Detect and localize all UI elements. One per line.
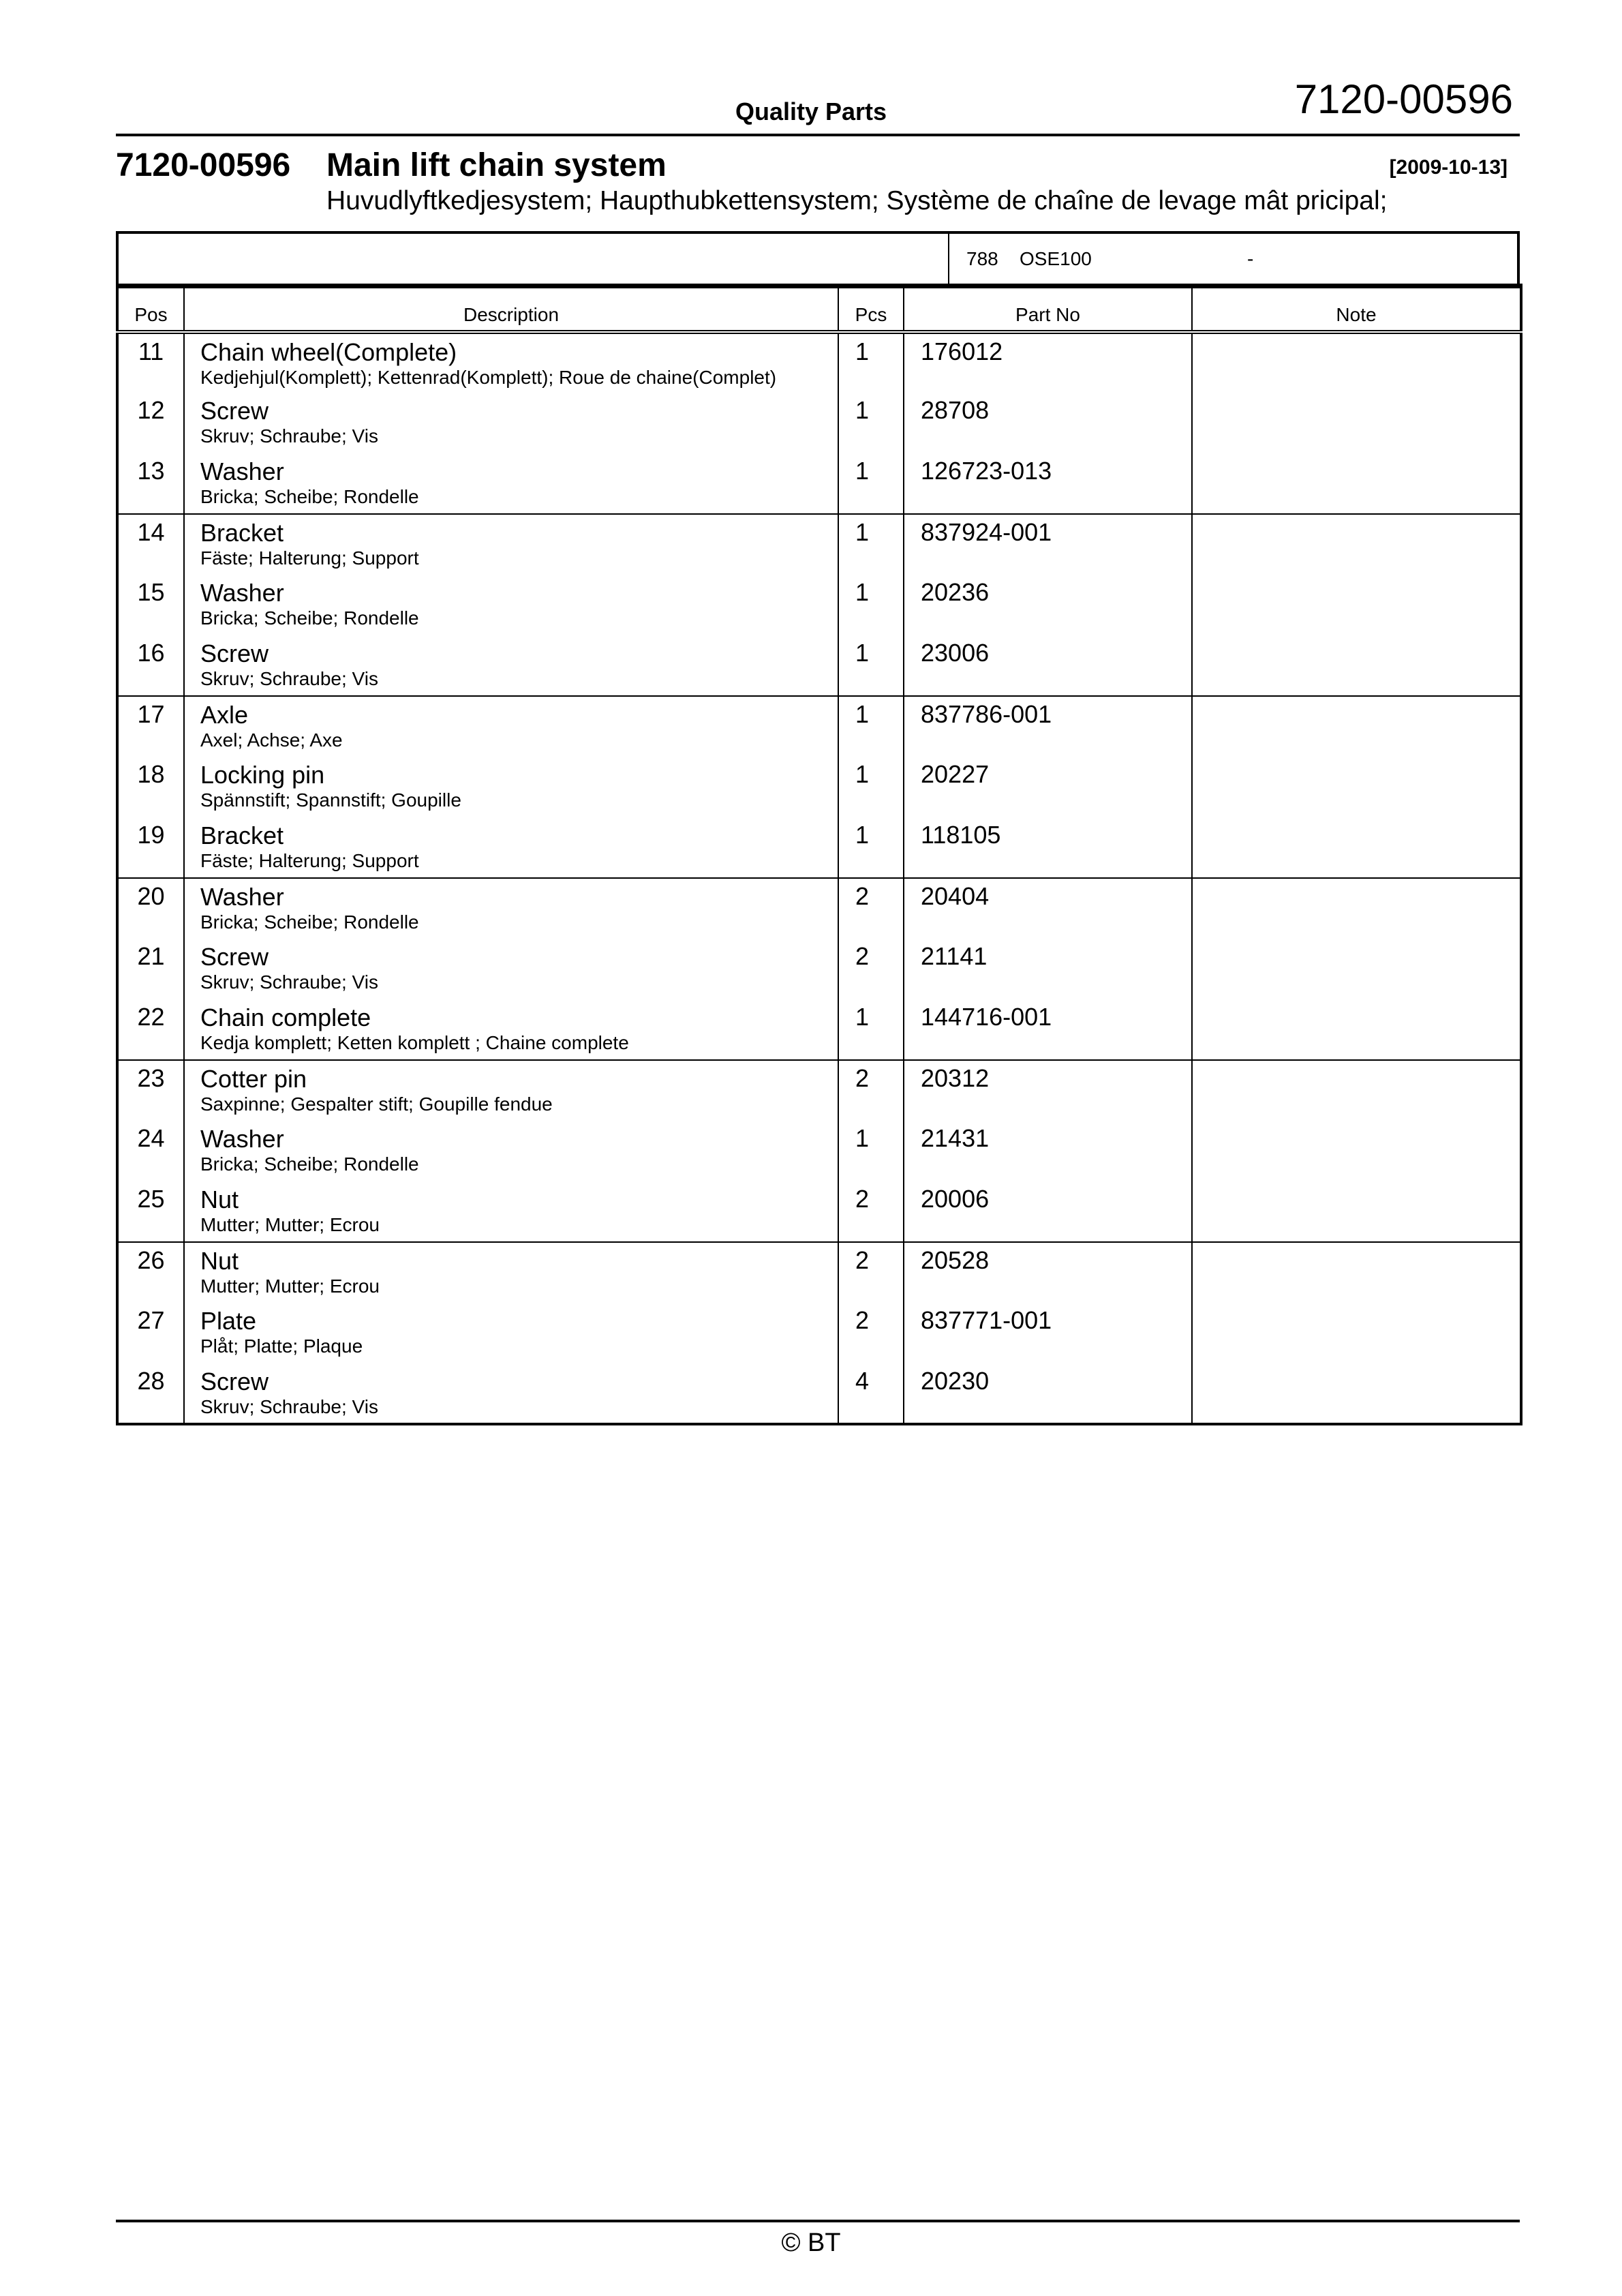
table-row [117,939,1521,999]
part-translations: Kedja komplett; Ketten komplett ; Chaine complete [200,1031,629,1053]
cell-part-no: 837786-001 [904,696,1192,757]
cell-part-no: 144716-001 [904,999,1192,1060]
cell-note [1192,696,1521,757]
cell-pos: 21 [117,939,184,999]
cell-pcs: 1 [838,999,904,1060]
part-description: Washer [200,1125,284,1153]
cell-description [184,1242,838,1303]
cell-description [184,635,838,696]
part-description: Nut [200,1185,239,1213]
part-translations: Bricka; Scheibe; Rondelle [200,911,419,933]
cell-pos: 15 [117,575,184,635]
cell-pcs: 2 [838,939,904,999]
cell-note [1192,514,1521,575]
cell-description [184,999,838,1060]
cell-note [1192,332,1521,393]
table-row [117,1303,1521,1363]
model-code: 788 [966,248,998,269]
part-description: Locking pin [200,761,325,789]
part-translations: Skruv; Schraube; Vis [200,971,378,993]
cell-pcs: 1 [838,514,904,575]
cell-part-no: 837924-001 [904,514,1192,575]
header-title: Quality Parts [735,97,887,125]
part-description: Screw [200,397,269,425]
cell-note [1192,453,1521,514]
table-row [117,1242,1521,1303]
cell-part-no: 28708 [904,393,1192,453]
part-description: Chain wheel(Complete) [200,338,457,366]
cell-pos: 14 [117,514,184,575]
table-row [117,514,1521,575]
cell-description [184,878,838,939]
cell-pos: 13 [117,453,184,514]
header-doc-number: 7120-00596 [1294,76,1513,122]
cell-pcs: 2 [838,878,904,939]
cell-pcs: 1 [838,393,904,453]
cell-part-no: 837771-001 [904,1303,1192,1363]
table-row [117,999,1521,1060]
document-title: Main lift chain system [326,147,667,183]
table-body [117,332,1521,1424]
cell-pos: 20 [117,878,184,939]
cell-pcs: 1 [838,696,904,757]
cell-description [184,514,838,575]
part-description: Screw [200,639,269,667]
part-translations: Bricka; Scheibe; Rondelle [200,607,419,629]
part-description: Chain complete [200,1003,371,1031]
col-header-description: Description [184,285,838,332]
cell-pcs: 1 [838,575,904,635]
cell-note [1192,1303,1521,1363]
cell-part-no: 20230 [904,1363,1192,1424]
part-translations: Kedjehjul(Komplett); Kettenrad(Komplett); Roue de chaine(Complet) [200,366,777,388]
cell-description [184,453,838,514]
cell-pos: 26 [117,1242,184,1303]
cell-pcs: 1 [838,817,904,878]
cell-part-no: 20404 [904,878,1192,939]
cell-part-no: 20528 [904,1242,1192,1303]
part-description: Washer [200,579,284,607]
cell-note [1192,817,1521,878]
part-description: Axle [200,701,249,729]
cell-pcs: 2 [838,1181,904,1242]
cell-pcs: 1 [838,453,904,514]
document-date: [2009-10-13] [1389,156,1508,179]
part-description: Bracket [200,821,284,849]
cell-note [1192,393,1521,453]
cell-part-no: 176012 [904,332,1192,393]
part-description: Screw [200,1368,269,1395]
table-row [117,817,1521,878]
model-name: OSE100 [1020,248,1092,269]
cell-pcs: 2 [838,1303,904,1363]
cell-pos: 22 [117,999,184,1060]
part-description: Screw [200,943,269,971]
col-header-pcs: Pcs [838,285,904,332]
cell-description [184,1303,838,1363]
part-translations: Mutter; Mutter; Ecrou [200,1275,380,1297]
cell-note [1192,575,1521,635]
table-row [117,757,1521,817]
part-description: Washer [200,457,284,485]
cell-note [1192,757,1521,817]
cell-pos: 25 [117,1181,184,1242]
cell-pcs: 4 [838,1363,904,1424]
table-row [117,878,1521,939]
parts-table [116,284,1522,1425]
col-header-part-no: Part No [904,285,1192,332]
cell-description [184,332,838,393]
part-translations: Plåt; Platte; Plaque [200,1335,363,1357]
table-row [117,575,1521,635]
cell-description [184,1363,838,1424]
cell-description [184,757,838,817]
cell-description [184,817,838,878]
cell-pcs: 1 [838,757,904,817]
table-row [117,1181,1521,1242]
cell-pos: 27 [117,1303,184,1363]
table-row [117,332,1521,393]
table-row [117,696,1521,757]
cell-pcs: 1 [838,332,904,393]
table-row [117,1121,1521,1181]
header-rule [116,134,1520,136]
footer-copyright: © BT [781,2229,841,2257]
cell-pos: 18 [117,757,184,817]
table-row [117,635,1521,696]
cell-part-no: 21141 [904,939,1192,999]
col-header-note: Note [1192,285,1521,332]
cell-part-no: 20006 [904,1181,1192,1242]
model-range: - [1247,248,1254,269]
cell-part-no: 21431 [904,1121,1192,1181]
part-translations: Spännstift; Spannstift; Goupille [200,789,461,811]
cell-pcs: 2 [838,1060,904,1121]
cell-part-no: 126723-013 [904,453,1192,514]
part-description: Cotter pin [200,1065,307,1093]
cell-note [1192,1363,1521,1424]
cell-note [1192,939,1521,999]
cell-note [1192,635,1521,696]
cell-pcs: 1 [838,1121,904,1181]
part-translations: Fäste; Halterung; Support [200,547,419,569]
col-header-pos: Pos [117,285,184,332]
part-translations: Skruv; Schraube; Vis [200,1395,378,1417]
table-row [117,453,1521,514]
cell-part-no: 118105 [904,817,1192,878]
cell-note [1192,1121,1521,1181]
cell-description [184,393,838,453]
cell-note [1192,1242,1521,1303]
cell-pos: 28 [117,1363,184,1424]
part-translations: Skruv; Schraube; Vis [200,667,378,689]
part-description: Bracket [200,519,284,547]
document-number: 7120-00596 [116,147,291,183]
cell-pos: 11 [117,332,184,393]
cell-pos: 16 [117,635,184,696]
cell-description [184,939,838,999]
table-row [117,1363,1521,1424]
cell-pos: 19 [117,817,184,878]
table-row [117,393,1521,453]
table-header-row [117,285,1521,332]
part-translations: Fäste; Halterung; Support [200,849,419,871]
cell-pcs: 2 [838,1242,904,1303]
model-box [116,231,1520,288]
cell-description [184,1121,838,1181]
footer-rule [116,2220,1520,2222]
cell-part-no: 20236 [904,575,1192,635]
cell-pos: 17 [117,696,184,757]
part-description: Plate [200,1307,257,1335]
part-description: Nut [200,1247,239,1275]
cell-part-no: 23006 [904,635,1192,696]
cell-pcs: 1 [838,635,904,696]
cell-part-no: 20312 [904,1060,1192,1121]
cell-description [184,1060,838,1121]
cell-note [1192,1181,1521,1242]
part-translations: Skruv; Schraube; Vis [200,425,378,447]
cell-description [184,1181,838,1242]
table-row [117,1060,1521,1121]
cell-description [184,575,838,635]
cell-note [1192,878,1521,939]
cell-part-no: 20227 [904,757,1192,817]
part-description: Washer [200,883,284,911]
cell-note [1192,999,1521,1060]
cell-note [1192,1060,1521,1121]
part-translations: Bricka; Scheibe; Rondelle [200,1153,419,1175]
part-translations: Axel; Achse; Axe [200,729,343,751]
cell-description [184,696,838,757]
cell-pos: 12 [117,393,184,453]
cell-pos: 23 [117,1060,184,1121]
part-translations: Bricka; Scheibe; Rondelle [200,485,419,507]
document-subtitle: Huvudlyftkedjesystem; Haupthubkettensystem; Système de chaîne de levage mât pricipal; [326,186,1388,215]
part-translations: Saxpinne; Gespalter stift; Goupille fendue [200,1093,553,1115]
cell-pos: 24 [117,1121,184,1181]
part-translations: Mutter; Mutter; Ecrou [200,1213,380,1235]
